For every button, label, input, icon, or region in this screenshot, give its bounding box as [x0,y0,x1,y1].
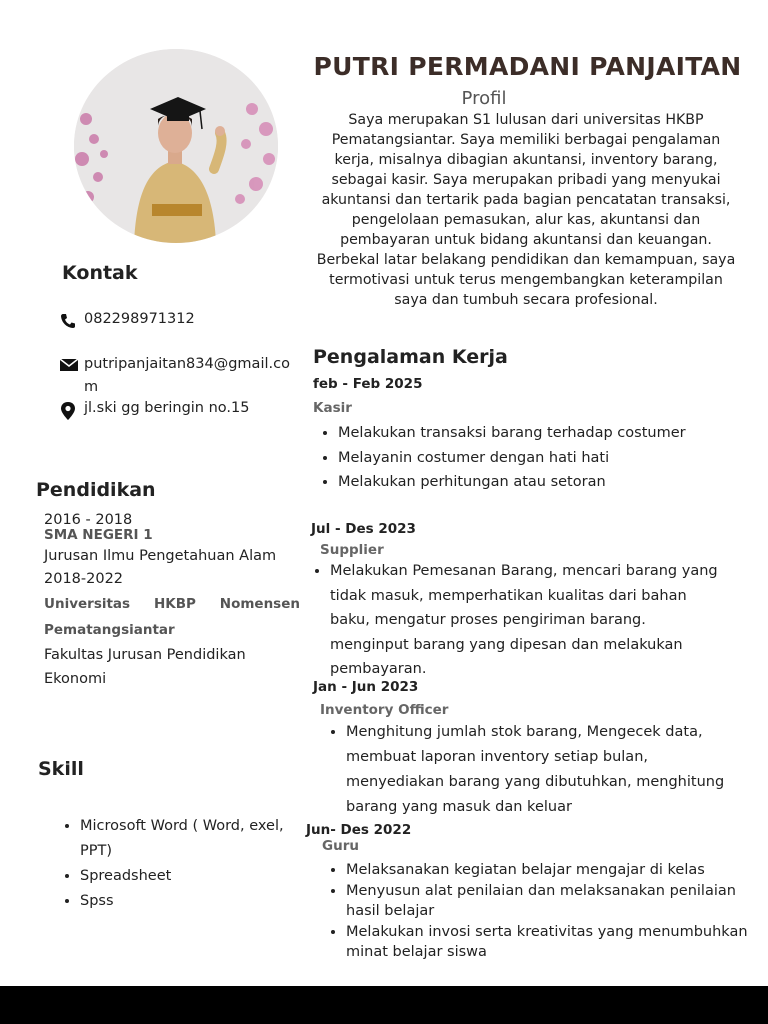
education-detail: Fakultas Jurusan Pendidikan Ekonomi [44,647,246,687]
experience-heading: Pengalaman Kerja [313,346,508,368]
job-role: Inventory Officer [320,702,449,718]
job-task-list [326,860,766,963]
job-task: • Menyusun alat penilaian dan melaksanakan penilaian hasil belajar [346,881,766,922]
contact-address-row [60,400,290,418]
bottom-bar [0,986,768,1024]
job-task-list [326,720,731,820]
contact-email-row [60,353,296,399]
job-date: Jun- Des 2022 [306,822,412,838]
phone-icon [60,313,76,329]
job-task-list [318,421,758,495]
job-role: Supplier [320,542,384,558]
job-date: feb - Feb 2025 [313,376,423,392]
location-pin-icon [60,402,76,418]
job-task: • Melakukan invosi serta kreativitas yang menumbuhkan minat belajar siswa [346,922,766,963]
education-heading: Pendidikan [36,479,156,501]
contact-phone-row [60,311,290,329]
skill-item: • Microsoft Word ( Word, exel, PPT) [80,814,310,864]
candidate-name: PUTRI PERMADANI PANJAITAN [313,52,742,81]
contact-address: jl.ski gg beringin no.15 [84,400,250,416]
profile-photo [74,49,278,243]
contact-phone: 082298971312 [84,311,195,327]
education-list [44,509,300,691]
profile-heading: Profil [461,88,507,109]
job-task: • Melakukan perhitungan atau setoran [338,470,758,495]
education-school: SMA NEGERI 1 [44,527,153,543]
skill-list [60,814,310,914]
job-task: • Menghitung jumlah stok barang, Mengecek data, membuat laporan inventory setiap bulan, menyediakan barang yang dibutuhkan, menghitung barang yang masuk dan keluar [346,720,731,820]
contact-email[interactable]: putripanjaitan834@gmail.com [84,356,290,395]
skill-item: • Spss [80,889,310,914]
education-detail: Jurusan Ilmu Pengetahuan Alam [44,548,277,564]
job-task: • Melaksanakan kegiatan belajar mengajar di kelas [346,860,766,881]
job-role: Guru [322,838,359,854]
job-task: • Melakukan transaksi barang terhadap costumer [338,421,758,446]
mail-icon [60,357,76,373]
job-task-list [310,559,726,682]
contact-heading: Kontak [62,262,138,284]
education-school: Universitas HKBP Nomensen Pematangsiantar [44,596,300,638]
job-date: Jul - Des 2023 [311,521,416,537]
job-task: • Melayanin costumer dengan hati hati [338,446,758,471]
profile-text: Saya merupakan S1 lulusan dari universitas HKBP Pematangsiantar. Saya memiliki berbagai pengalaman kerja, misalnya dibagian akuntansi, inventory barang, sebagai kasir. Saya merupakan pribadi yang menyukai akuntansi dan tertarik pada bagian pencatatan transaksi, pengelolaan pemasukan, alur kas, akuntansi dan pembayaran untuk bidang akuntansi dan keuangan. Berbekal latar belakang pendidikan dan kemampuan, saya termotivasi untuk terus mengembangkan keterampilan saya dan tumbuh secara profesional. [316,112,736,308]
skill-heading: Skill [38,758,84,780]
job-date: Jan - Jun 2023 [313,679,419,695]
education-years: 2018-2022 [44,571,124,587]
education-years: 2016 - 2018 [44,512,133,528]
graduate-portrait-image [74,49,278,243]
skill-item: • Spreadsheet [80,864,310,889]
job-role: Kasir [313,400,352,416]
job-task: • Melakukan Pemesanan Barang, mencari barang yang tidak masuk, memperhatikan kualitas dari bahan baku, mengatur proses pengiriman barang. menginput barang yang dipesan dan melakukan pembayaran. [330,559,726,682]
